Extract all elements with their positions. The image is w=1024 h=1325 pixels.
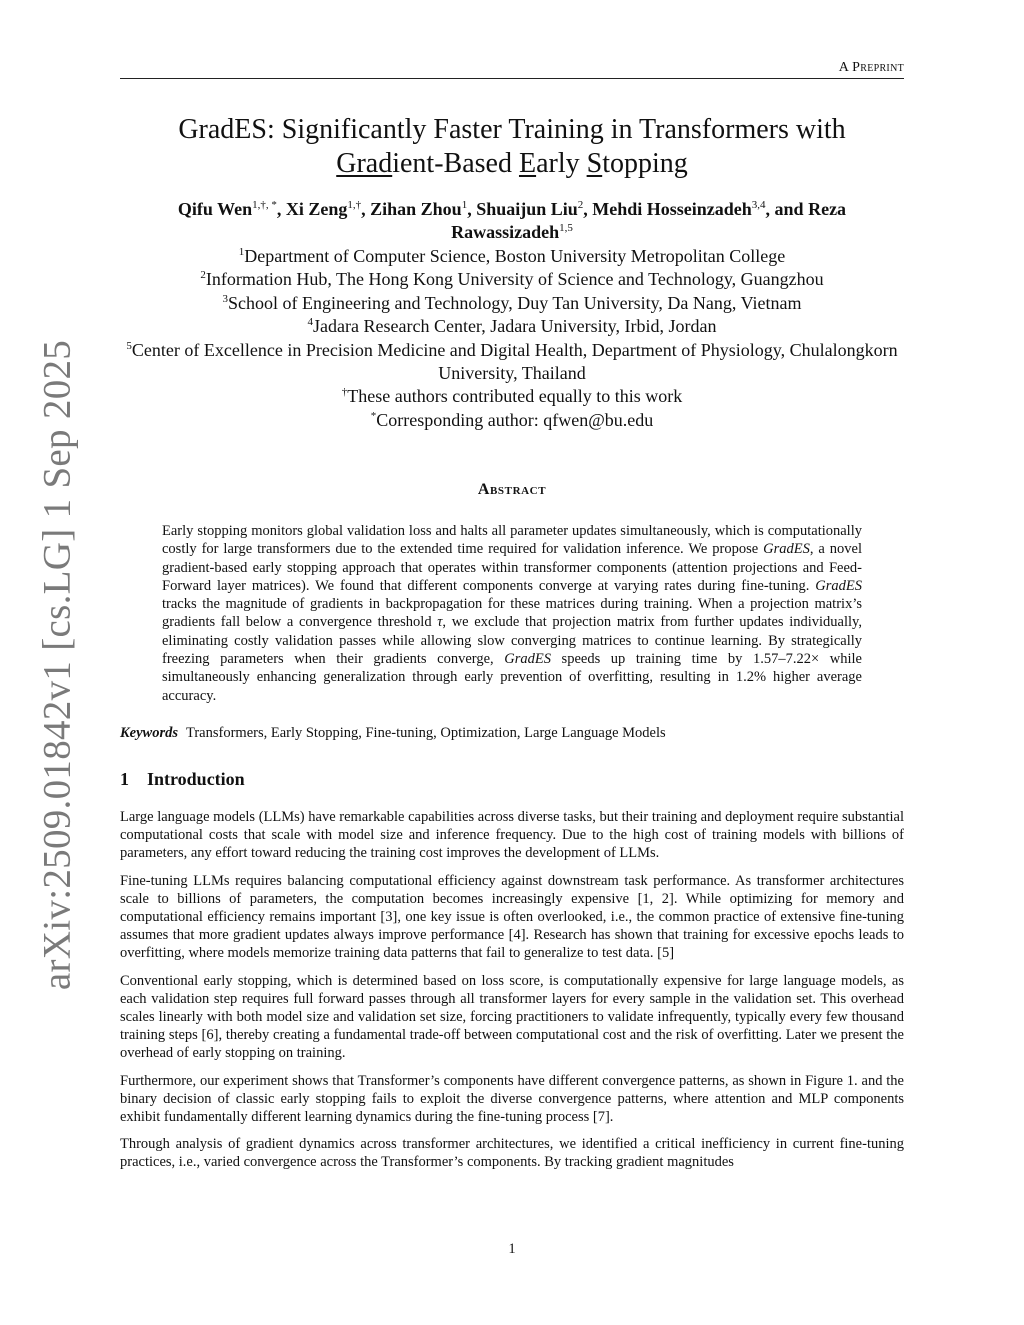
affiliation: $^5$Center of Excellence in Precision Medicine and Digital Health, Department of Physiology, Chulalongkorn University, Thailand [126,339,898,384]
author-list: Qifu Wen$^{1,\dagger, *}$, Xi Zeng$^{1,\dagger}$, Zihan Zhou$^1$, Shuaijun Liu$^2$, Mehdi Hosseinzadeh$^{3,4}$, and Reza Rawassizadeh$^{1,5}$ [177,199,847,242]
equal-contribution-note: †These authors contributed equally to this work [341,386,683,407]
keywords [120,725,904,742]
corresponding-author-note: *Corresponding author: qfwen@bu.edu [370,409,654,430]
paragraph: Through analysis of gradient dynamics across transformer architectures, we identified a critical inefficiency in current fine-tuning practices, i.e., varied convergence across the Transformer’s components. By tracking gradient magnitudes [120,1136,904,1171]
title-grad-underlined: Grad [336,148,393,179]
paragraph: Conventional early stopping, which is determined based on loss score, is computationally expensive for large language models, as each validation step requires full forward passes through all transformer layers for every sample in the validation set. This overhead scales linearly with both model size and validation set size, forcing practitioners to validate infrequently, typically every few thousand training steps [6], thereby creating a fundamental trade-off between computational cost and the risk of overfitting. Later we present the overhead of early stopping on training. [120,972,904,1062]
title-part-3: arly [536,148,587,179]
keywords-label: Keywords [120,725,178,741]
title-e-underlined: E [518,148,537,179]
author: Xi Zeng$^{1,\dagger}$ [285,199,362,219]
title-part-4: topping [602,148,688,179]
affiliation: $^3$School of Engineering and Technology, Duy Tan University, Da Nang, Vietnam [222,292,802,313]
abstract-text: Early stopping monitors global validation loss and halts all parameter updates simultaneously, which is computationally costly for large transformers due to the extended time required for validation inference. We propose GradES, a novel gradient-based early stopping approach that operates within transformer components (attention projections and Feed-Forward layer matrices). We found that different components converge at varying rates during fine-tuning. GradES tracks the magnitude of gradients in backpropagation for these matrices during training. When a projection matrix’s gradients fall below a convergence threshold τ, we exclude that projection matrix from further updates individually, eliminating costly validation passes while allowing slow converging matrices to continue learning. By strategically freezing parameters when their gradients converge, GradES speeds up training time by 1.57–7.22× while simultaneously enhancing generalization through early prevention of overfitting, resulting in 1.2% higher average accuracy. [162,523,862,704]
author: Qifu Wen$^{1,\dagger, *}$ [177,199,277,219]
paper-title [120,113,904,181]
title-line-2 [120,147,904,181]
section-number: 1 [120,769,129,789]
paragraph: Fine-tuning LLMs requires balancing computational efficiency against downstream task performance. As transformer architectures scale to billions of parameters, the computation becomes increasingly expensive [1, 2]. While optimizing for memory and computational efficiency remains important [3], one key issue is often overlooked, i.e., the common practice of extensive fine-tuning assumes that more gradient updates always improve performance [4]. Research has shown that training for excessive epochs leads to overfitting, where models memorize training data patterns that fail to generalize to test data. [5] [120,872,904,962]
header-rule [120,78,904,79]
keywords-text: Transformers, Early Stopping, Fine-tuning, Optimization, Large Language Models [186,725,666,741]
running-header: A Preprint [838,60,904,75]
title-line-1: GradES: Significantly Faster Training in Transformers with [178,114,846,145]
affiliation: $^4$Jadara Research Center, Jadara University, Irbid, Jordan [307,316,717,337]
author: Zihan Zhou$^1$ [370,199,468,219]
section-heading-introduction [120,769,904,790]
title-s-underlined: S [586,148,603,179]
abstract-heading: Abstract [477,481,547,498]
affiliation-list [120,245,904,432]
author: Reza Rawassizadeh$^{1,5}$ [451,199,847,242]
page-number: 1 [508,1241,516,1257]
affiliation: $^2$Information Hub, The Hong Kong University of Science and Technology, Guangzhou [200,269,824,290]
paragraph: Large language models (LLMs) have remarkable capabilities across diverse tasks, but their training and deployment require substantial computational costs that scale with model size and inference frequency. Due to the high cost of training models with billions of parameters, any effort toward reducing the training cost improves the development of LLMs. [120,809,904,862]
paragraph: Furthermore, our experiment shows that Transformer’s components have different convergence patterns, as shown in Figure 1. and the binary decision of classic early stopping fails to exploit the diverse convergence patterns, where attention and MLP components exhibit fundamentally different learning dynamics during the fine-tuning process [7]. [120,1072,904,1126]
introduction-body [120,808,904,1181]
section-title: Introduction [147,769,245,789]
author: Mehdi Hosseinzadeh$^{3,4}$ [592,199,766,219]
arxiv-identifier-stamp: arXiv:2509.01842v1 [cs.LG] 1 Sep 2025 [35,339,79,991]
affiliation: $^1$Department of Computer Science, Boston University Metropolitan College [238,246,786,266]
author: Shuaijun Liu$^2$ [476,199,584,219]
title-part-2: ient-Based [392,148,519,179]
